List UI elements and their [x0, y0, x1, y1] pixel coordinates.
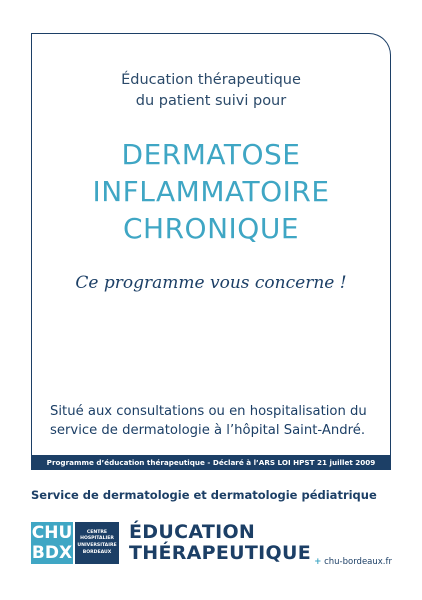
- bdx-text: BDX: [31, 543, 73, 563]
- title-line-2: INFLAMMATOIRE: [92, 175, 330, 208]
- chu-text: CHU: [31, 523, 73, 543]
- title-line-3: CHRONIQUE: [122, 212, 300, 245]
- plus-icon: +: [314, 557, 322, 567]
- edu-line-1: ÉDUCATION: [129, 521, 256, 543]
- location-line-2: service de dermatologie à l’hôpital Saint-André.: [50, 423, 366, 438]
- website-url: chu-bordeaux.fr: [324, 557, 392, 567]
- education-therapeutique-wordmark: [129, 522, 311, 564]
- edu-line-2: THÉRAPEUTIQUE: [129, 542, 311, 564]
- title-line-1: DERMATOSE: [121, 138, 301, 171]
- location-line-1: Situé aux consultations ou en hospitalisation du: [50, 404, 367, 419]
- centre-line-4: BORDEAUX: [82, 549, 112, 555]
- declaration-banner: Programme d’éducation thérapeutique - Déclaré à l’ARS LOI HPST 21 juillet 2009: [31, 455, 391, 470]
- centre-line-1: CENTRE: [86, 529, 108, 535]
- chu-logo: [31, 522, 311, 564]
- tagline: Ce programme vous concerne !: [75, 273, 347, 293]
- location-text: [50, 402, 382, 440]
- centre-line-2: HOSPITALIER: [80, 536, 114, 542]
- intro-text: [32, 70, 390, 112]
- intro-line-2: du patient suivi pour: [135, 93, 287, 109]
- service-name: Service de dermatologie et dermatologie pédiatrique: [31, 488, 377, 502]
- chu-bdx-mark: [31, 522, 73, 564]
- content-frame: [31, 33, 391, 470]
- program-title: [32, 136, 390, 247]
- centre-hospitalier-mark: [75, 522, 119, 564]
- centre-line-3: UNIVERSITAIRE: [77, 543, 117, 548]
- website-link[interactable]: [314, 557, 392, 567]
- intro-line-1: Éducation thérapeutique: [121, 72, 301, 88]
